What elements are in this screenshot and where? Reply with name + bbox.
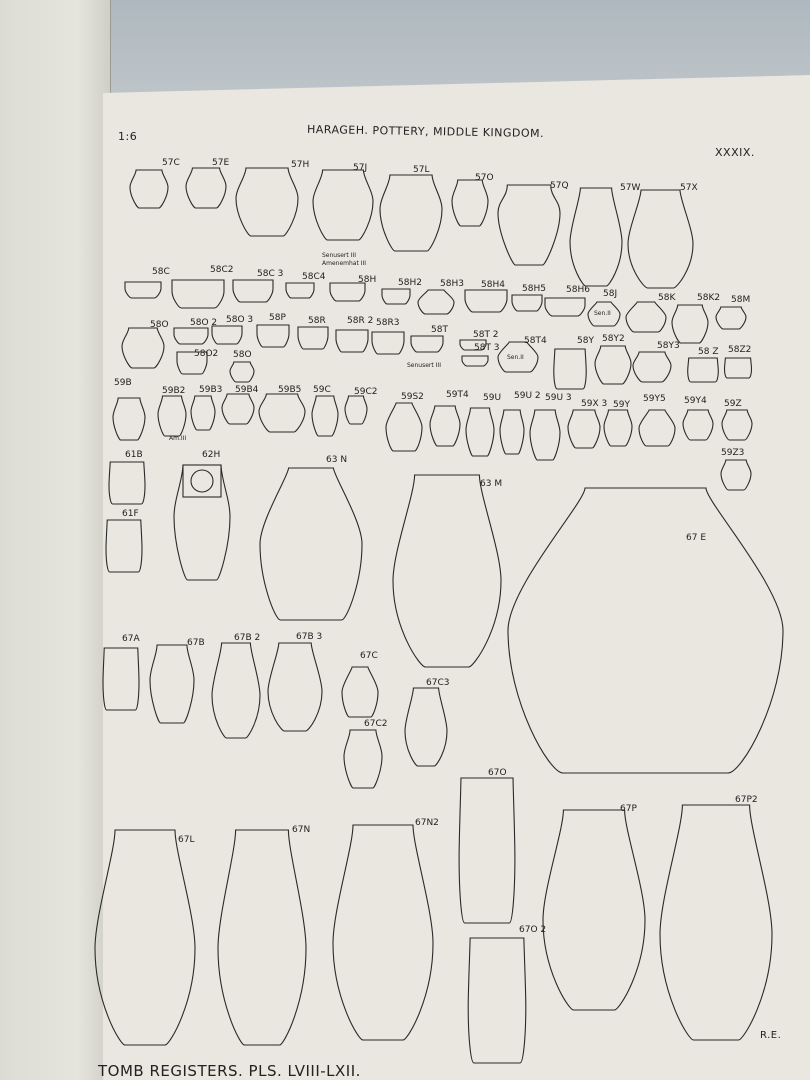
vessel-58z [688,358,719,382]
vessel-59z [722,410,752,440]
vessel-59b [113,398,145,440]
page-title: HARAGEH. POTTERY, MIDDLE KINGDOM. [306,122,545,141]
vessel-label-58t: 58T [431,325,448,335]
vessel-label-57h: 57H [291,160,310,170]
vessel-67e [508,488,783,773]
vessel-57c [130,170,168,208]
vessel-label-58j: 58J [603,289,618,299]
vessel-59z3 [721,460,751,490]
vessel-label-58c: 58C [152,267,170,277]
vessel-67n2 [333,825,433,1040]
vessel-label-58h: 58H [358,275,377,285]
vessel-label-58k: 58K [658,293,676,303]
vessel-59y [604,410,632,446]
note-senusert-58t: Senusert III [407,362,441,369]
vessel-58c2 [172,280,224,308]
vessel-57e [186,168,226,208]
vessel-57w [570,188,622,286]
vessel-58y [554,349,586,389]
vessel-label-58o2b: 58O2 [194,349,219,359]
vessel-label-58h4: 58H4 [481,280,505,290]
vessel-59b4 [222,394,254,424]
vessel-58h2 [382,289,410,304]
vessel-label-59z3: 59Z3 [721,448,745,458]
note-sen-58t4: Sen.II [507,354,524,361]
vessel-59x3 [568,410,600,448]
vessel-62h [174,465,230,580]
vessel-label-67b2: 67B 2 [234,633,261,643]
vessel-label-58t2: 58T 2 [473,330,499,340]
vessel-58r3 [372,332,404,354]
vessel-label-59c2: 59C2 [354,387,378,397]
vessel-label-57l: 57L [413,165,430,175]
vessel-59b3 [191,396,215,430]
vessel-67b3 [268,643,322,731]
vessel-label-67l: 67L [178,835,195,845]
vessel-label-59b3: 59B3 [199,385,223,395]
vessel-label-67o: 67O [488,768,507,778]
vessel-label-58oc: 58O [233,350,252,360]
vessel-58r [298,327,328,349]
vessel-label-59y5: 59Y5 [643,394,666,404]
vessel-59u [466,408,494,456]
vessel-59u2 [500,410,524,454]
vessel-58o3 [212,326,242,344]
vessel-label-67n2: 67N2 [415,818,439,828]
vessel-59u3 [530,410,560,460]
vessel-61b [109,462,145,504]
vessel-67b [150,645,194,723]
vessel-58oc [230,362,254,382]
vessel-63n [260,468,362,620]
vessel-label-67c2: 67C2 [364,719,388,729]
vessel-label-59u2: 59U 2 [514,391,541,401]
vessel-label-67c3: 67C3 [426,678,450,688]
vessel-label-59u3: 59U 3 [545,393,572,403]
vessel-58h3 [418,290,454,314]
vessel-58t3 [462,356,488,366]
vessel-label-58c4: 58C4 [302,272,326,282]
signature: R.E. [760,1030,782,1041]
vessel-label-57q: 57Q [550,181,569,191]
scale-label: 1:6 [118,130,138,143]
vessel-label-67a: 67A [122,634,140,644]
vessel-label-62h: 62H [202,450,221,460]
vessel-label-58h6: 58H6 [566,285,590,295]
vessel-label-67b3: 67B 3 [296,632,323,642]
vessel-67o2 [468,938,526,1063]
vessel-label-58h5: 58H5 [522,284,546,294]
footer-caption: TOMB REGISTERS. PLS. LVIII-LXII. [98,1062,361,1080]
vessel-58c [125,282,161,298]
vessel-67p [543,810,645,1010]
vessel-label-58o: 58O [150,320,169,330]
vessel-58k2 [672,305,708,343]
vessel-label-58t3: 58T 3 [474,343,500,353]
vessel-59s2 [386,403,422,451]
vessel-label-67e: 67 E [686,533,706,543]
vessel-label-59b: 59B [114,378,132,388]
vessel-58t [411,336,443,352]
vessel-label-58h3: 58H3 [440,279,464,289]
vessel-58p [257,325,289,347]
vessel-label-57x: 57X [680,183,698,193]
vessel-label-59z: 59Z [724,399,742,409]
vessel-label-58p: 58P [269,313,286,323]
vessel-59b5 [259,394,305,432]
vessel-label-59c: 59C [313,385,331,395]
vessel-label-58r: 58R [308,316,326,326]
vessel-57o [452,180,488,226]
vessel-label-58c3: 58C 3 [257,269,284,279]
vessel-67n [218,830,306,1045]
vessel-label-59b5: 59B5 [278,385,302,395]
vessel-label-67o2: 67O 2 [519,925,547,935]
vessel-label-57o: 57O [475,173,494,183]
vessel-label-58r2: 58R 2 [347,316,374,326]
vessel-label-58t4: 58T4 [524,336,547,346]
vessel-label-57c: 57C [162,158,180,168]
vessel-59t4 [430,406,460,446]
vessel-label-61b: 61B [125,450,143,460]
vessel-label-58o3: 58O 3 [226,315,254,325]
vessel-63m [393,475,501,667]
vessel-59b2 [158,396,186,436]
vessel-59y4 [683,410,713,440]
note-am-59b2: Am.III [169,435,187,442]
vessel-label-59x3: 59X 3 [581,399,608,409]
vessel-label-67n: 67N [292,825,311,835]
vessel-58z2 [725,358,752,378]
vessel-label-58m: 58M [731,295,751,305]
vessel-label-59s2: 59S2 [401,392,424,402]
vessel-label-61f: 61F [122,509,139,519]
vessel-58h4 [465,290,507,312]
vessel-57q [498,185,560,265]
vessel-label-58k2: 58K2 [697,293,721,303]
vessel-label-67c: 67C [360,651,378,661]
vessel-62h-lid-opening [191,470,213,492]
vessel-label-59y4: 59Y4 [684,396,707,406]
vessel-label-59y: 59Y [613,400,630,410]
vessel-59y5 [639,410,675,446]
vessel-label-58h2: 58H2 [398,278,422,288]
vessel-58r2 [336,330,368,352]
vessel-58h5 [512,295,542,311]
vessel-label-59t4: 59T4 [446,390,469,400]
vessel-58k [626,302,666,332]
vessel-58h [330,283,365,301]
vessel-57j [313,170,373,240]
note-senusert: Senusert III [322,252,356,259]
vessel-67l [95,830,195,1045]
vessel-label-58y: 58Y [577,336,594,346]
vessel-59c [312,396,338,436]
vessel-57h [236,168,298,236]
vessel-label-63n: 63 N [326,455,348,465]
vessel-57x [628,190,693,288]
vessel-61f [106,520,142,572]
vessel-label-59b4: 59B4 [235,385,259,395]
vessel-58o [122,328,164,368]
vessel-58y3 [633,352,671,382]
vessel-label-58z: 58 Z [698,347,719,357]
vessel-label-67p: 67P [620,804,637,814]
vessel-67c2 [344,730,382,788]
vessel-label-58o2a: 58O 2 [190,318,218,328]
vessel-label-58y3: 58Y3 [657,341,680,351]
vessel-67p2 [660,805,772,1040]
note-sen-58j: Sen.II [594,310,611,317]
vessel-58c3 [233,280,273,302]
vessel-67b2 [212,643,260,738]
vessel-67c [342,667,378,717]
vessel-67a [103,648,139,710]
vessel-label-58c2: 58C2 [210,265,234,275]
vessel-label-59u: 59U [483,393,502,403]
vessel-58c4 [286,283,314,298]
plate-number: XXXIX. [715,146,755,159]
vessel-label-57j: 57J [353,163,368,173]
vessel-67c3 [405,688,447,766]
vessel-67o [459,778,515,923]
vessel-59c2 [345,396,367,424]
vessel-label-63m: 63 M [480,479,503,489]
note-amenemhat: Amenemhat III [322,260,367,267]
vessel-57l [380,175,442,251]
vessel-58o2a [174,328,208,344]
vessel-58h6 [545,298,585,316]
vessel-label-58z2: 58Z2 [728,345,752,355]
vessel-58y2 [595,346,631,384]
vessel-label-57w: 57W [620,183,641,193]
vessel-label-67b: 67B [187,638,205,648]
vessel-label-58y2: 58Y2 [602,334,625,344]
vessel-label-67p2: 67P2 [735,795,758,805]
vessel-label-58r3: 58R3 [376,318,400,328]
vessel-58m [716,307,746,329]
vessel-label-59b2: 59B2 [162,386,186,396]
vessel-label-57e: 57E [212,158,230,168]
